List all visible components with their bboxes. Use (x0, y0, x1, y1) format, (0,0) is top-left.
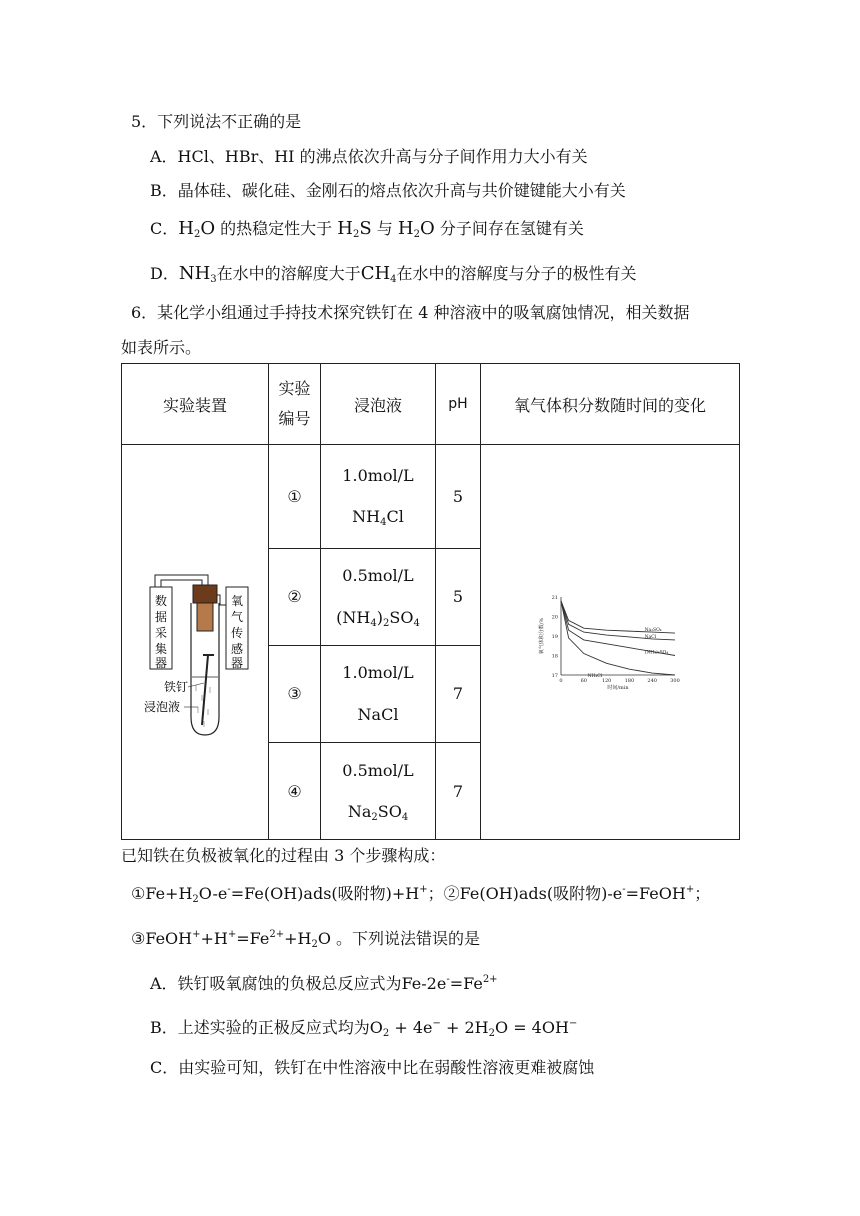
exp-number-2: ② (269, 548, 321, 645)
svg-text:气: 气 (230, 610, 244, 624)
chart-series-label: NaCl (644, 634, 657, 640)
svg-text:氧: 氧 (230, 594, 244, 608)
table-row (122, 445, 740, 549)
chart-y-tick-label: 19 (551, 634, 558, 640)
svg-text:集: 集 (154, 642, 168, 656)
svg-text:器: 器 (154, 656, 168, 670)
solution-2: 0.5mol/L $(NH_4)_2SO_4$ (321, 548, 436, 645)
chart-series-line-2 (561, 601, 675, 640)
q6-option-c: C．由实验可知，铁钉在中性溶液中比在弱酸性溶液更难被腐蚀 (150, 1058, 595, 1077)
nail-label: 铁钉 (164, 680, 189, 694)
chart-x-tick-label: 240 (647, 678, 657, 684)
experiment-table (121, 363, 740, 840)
exp-number-4: ④ (269, 743, 321, 840)
q6-step-3: $③FeOH^++H^+=Fe^{2+}+H_2O$ 。下列说法错误的是 (131, 929, 481, 950)
q6-stem-line2: 如表所示。 (121, 338, 202, 357)
ph-4: 7 (436, 743, 481, 840)
chart-y-label: 氧气体积分数/% (539, 617, 545, 655)
liquid-label: 浸泡液 (144, 700, 181, 714)
q5-stem: 5．下列说法不正确的是 (131, 112, 302, 131)
header-solution: 浸泡液 (321, 364, 436, 445)
q5-option-c: C．$H_2O$ 的热稳定性大于 $H_2S$ 与 $H_2O$ 分子间存在氢键有关 (150, 218, 584, 240)
ph-1: 5 (436, 445, 481, 549)
chart-x-tick-label: 300 (670, 678, 680, 684)
exp-number-3: ③ (269, 645, 321, 743)
svg-text:传: 传 (230, 626, 244, 640)
chart-x-tick-label: 180 (624, 678, 635, 684)
header-chart: 氧气体积分数随时间的变化 (481, 364, 740, 445)
chart-y-tick-label: 21 (551, 595, 558, 601)
table-header-row (122, 364, 740, 445)
exp-number-1: ① (269, 445, 321, 549)
chart-x-tick-label: 60 (580, 678, 587, 684)
q5-option-d: D．$NH_3$在水中的溶解度大于$CH_4$在水中的溶解度与分子的极性有关 (150, 263, 637, 285)
q5-option-a: A．HCl、HBr、HI 的沸点依次升高与分子间作用力大小有关 (150, 147, 588, 166)
q6-step-1-2: $①Fe+H_2O-e^-=Fe(OH)ads$(吸附物)+H+；②Fe(OH)ads(吸附物)-e-=FeOH+； (131, 884, 711, 905)
q6-stem-line1: 6．某化学小组通过手持技术探究铁钉在 4 种溶液中的吸氧腐蚀情况，相关数据 (131, 303, 690, 322)
solution-1: 1.0mol/L $NH_4Cl$ (321, 445, 436, 549)
apparatus-cell (122, 445, 269, 840)
solution-4: 0.5mol/L $Na_2SO_4$ (321, 743, 436, 840)
ph-2: 5 (436, 548, 481, 645)
header-ph: pH (436, 364, 481, 445)
chart-series-line-4 (561, 601, 675, 675)
header-number: 实验 编号 (269, 364, 321, 445)
chart-series-label: (NH₄)₂SO₄ (644, 650, 669, 656)
q6-after-table: 已知铁在负极被氧化的过程由 3 个步骤构成： (121, 846, 446, 865)
svg-text:器: 器 (230, 656, 244, 670)
q6-option-a: A．铁钉吸氧腐蚀的负极总反应式为$Fe-2e^-=Fe^{2+}$ (150, 974, 498, 993)
oxygen-chart (535, 585, 685, 695)
q5-option-b: B．晶体硅、碳化硅、金刚石的熔点依次升高与共价键键能大小有关 (150, 181, 626, 200)
svg-text:据: 据 (154, 610, 168, 624)
svg-text:感: 感 (230, 642, 244, 656)
chart-y-tick-label: 20 (551, 614, 558, 621)
chart-y-tick-label: 17 (551, 673, 558, 679)
apparatus-diagram (122, 445, 268, 835)
ph-3: 7 (436, 645, 481, 743)
chart-series-label: Na₂SO₄ (644, 628, 662, 634)
chart-cell (481, 445, 740, 840)
solution-3: 1.0mol/L NaCl (321, 645, 436, 743)
header-device: 实验装置 (122, 364, 269, 445)
chart-x-tick-label: 120 (601, 678, 612, 684)
chart-x-label: 时间/min (607, 685, 629, 691)
svg-text:采: 采 (154, 626, 168, 640)
chart-x-tick-label: 0 (559, 678, 563, 684)
chart-series-label: NH₄Cl (587, 674, 603, 679)
q6-option-b: B．上述实验的正极反应式均为$O_2 + 4e^- + 2H_2O = 4OH^-$ (150, 1018, 578, 1039)
chart-y-tick-label: 18 (551, 653, 558, 660)
device-left-label-1: 数 (154, 594, 168, 608)
